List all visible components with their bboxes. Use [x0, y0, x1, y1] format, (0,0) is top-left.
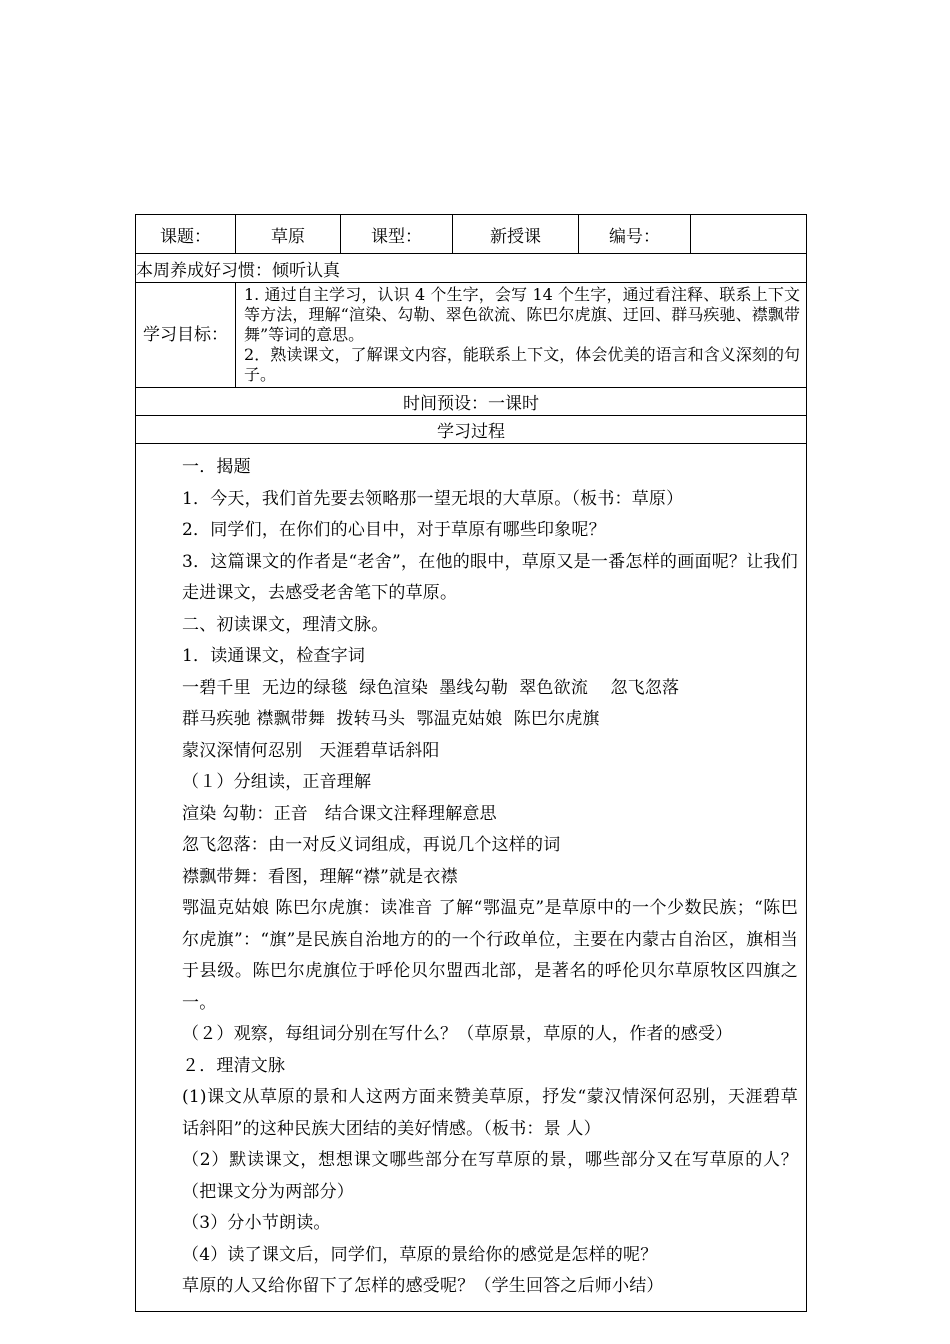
lesson-plan-table	[135, 214, 807, 1312]
time-row	[136, 388, 807, 416]
goals-content	[236, 283, 807, 388]
process-line: 蒙汉深情何忍别 天涯碧草话斜阳	[182, 740, 440, 761]
process-line: 3．这篇课文的作者是“老舍”，在他的眼中，草原又是一番怎样的画面呢？让我们走进课文，去感受老舍笔下的草原。	[182, 551, 798, 603]
type-label: 课型：	[341, 215, 453, 254]
goals-label-text: 学习目标：	[143, 324, 228, 345]
process-line: （2）默读课文，想想课文哪些部分在写草原的景，哪些部分又在写草原的人？（把课文分为两部分）	[182, 1150, 798, 1202]
process-line: 二、初读课文，理清文脉。	[182, 614, 389, 635]
process-line: 群马疾驰 襟飘带舞 拨转马头 鄂温克姑娘 陈巴尔虎旗	[182, 709, 600, 729]
process-line: 一碧千里 无边的绿毯 绿色渲染 墨线勾勒 翠色欲流 忽飞忽落	[182, 677, 680, 698]
process-line: 襟飘带舞：看图，理解“襟”就是衣襟	[182, 866, 458, 887]
process-line: (1)课文从草原的景和人这两方面来赞美草原，抒发“蒙汉情深何忍别，天涯碧草话斜阳”的这种民族大团结的美好情感。（板书：景 人）	[182, 1087, 798, 1139]
process-line: （２）观察，每组词分别在写什么？（草原景，草原的人，作者的感受）	[182, 1024, 733, 1044]
process-line: 渲染 勾勒：正音 结合课文注释理解意思	[182, 803, 497, 824]
process-line: 鄂温克姑娘 陈巴尔虎旗：读准音 了解“鄂温克”是草原中的一个少数民族；“陈巴尔虎旗”：“旗”是民族自治地方的的一个行政单位，主要在内蒙古自治区，旗相当于县级。陈巴尔虎旗位于呼伦贝尔盟西北部，是著名的呼伦贝尔草原牧区四旗之一。	[182, 898, 798, 1013]
goals-label	[136, 283, 236, 388]
time-preset: 时间预设：一课时	[136, 388, 807, 416]
process-title-row	[136, 416, 807, 444]
process-title: 学习过程	[136, 416, 807, 444]
goal-item: 1. 通过自主学习，认识 4 个生字，会写 14 个生字，通过看注释、联系上下文等方法，理解“渲染、勾勒、翠色欲流、陈巴尔虎旗、迂回、群马疾驰、襟飘带舞”等词的意思。	[244, 285, 800, 344]
type-value: 新授课	[453, 215, 579, 254]
process-line: （4）读了课文后，同学们，草原的景给你的感觉是怎样的呢？	[182, 1244, 658, 1265]
process-line: 草原的人又给你留下了怎样的感受呢？（学生回答之后师小结）	[182, 1276, 664, 1296]
process-line: （１）分组读，正音理解	[182, 772, 372, 792]
weekly-habit: 本周养成好习惯：倾听认真	[136, 254, 807, 283]
process-line: 1．今天，我们首先要去领略那一望无垠的大草原。（板书：草原）	[182, 488, 684, 509]
header-row	[136, 215, 807, 254]
process-line: 2．同学们，在你们的心目中，对于草原有哪些印象呢？	[182, 520, 606, 540]
process-line: 1．读通课文，检查字词	[182, 646, 366, 666]
process-content	[136, 444, 807, 1312]
goal-item: 2．熟读课文，了解课文内容，能联系上下文，体会优美的语言和含义深刻的句子。	[244, 345, 800, 384]
process-row	[136, 444, 807, 1312]
number-value	[691, 215, 807, 254]
topic-label: 课题：	[136, 215, 236, 254]
process-line: 一．揭题	[182, 457, 251, 477]
topic-value: 草原	[236, 215, 341, 254]
process-line: ２．理清文脉	[182, 1055, 286, 1076]
process-line: （3）分小节朗读。	[182, 1213, 331, 1233]
habit-row	[136, 254, 807, 283]
goals-row	[136, 283, 807, 388]
process-line: 忽飞忽落：由一对反义词组成，再说几个这样的词	[182, 835, 561, 855]
number-label: 编号：	[579, 215, 691, 254]
